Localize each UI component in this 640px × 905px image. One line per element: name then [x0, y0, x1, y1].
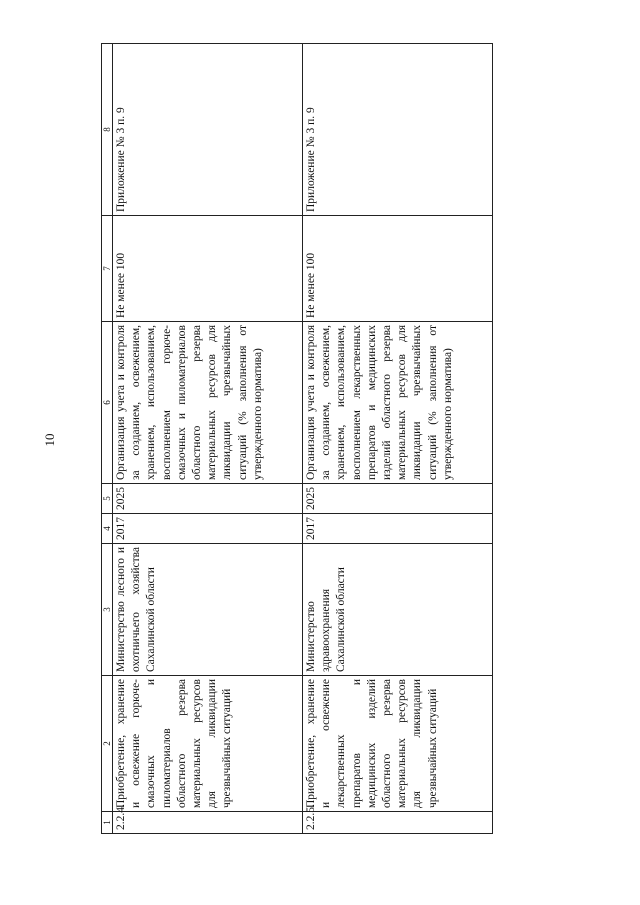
event-name: Приобретение, хранение и освежение лекарственных препаратов и медицинских изделий областного резерва материальных ресурсов для ликвидации чрезвычайных ситуаций	[303, 676, 493, 812]
row-number: 2.2.4.	[113, 812, 303, 834]
link-to-appendix: Приложение № 3 п. 9	[303, 44, 493, 216]
header-cell: 7	[102, 216, 113, 322]
header-cell: 4	[102, 514, 113, 544]
expected-result: Организация учета и контроля за созданием, освежением, хранением, использованием, восполнением лекарственных препаратов и медицинских изделий областного резерва материальных ресурсов для ликвидации чрезвычайных ситуаций (% заполнения от утвержденного норматива)	[303, 322, 493, 484]
header-cell: 8	[102, 44, 113, 216]
page-number: 10	[42, 433, 57, 447]
table-row	[113, 44, 303, 834]
indicator: Не менее 100	[113, 216, 303, 322]
link-to-appendix: Приложение № 3 п. 9	[113, 44, 303, 216]
header-cell: 3	[102, 544, 113, 676]
landscape-table-container	[101, 44, 488, 834]
header-cell: 1	[102, 812, 113, 834]
table-header-row	[102, 44, 113, 834]
indicator: Не менее 100	[303, 216, 493, 322]
program-table	[101, 43, 493, 834]
executor: Министерство лесного и охотничьего хозяйства Сахалинской области	[113, 544, 303, 676]
start-year: 2017	[113, 514, 303, 544]
row-number: 2.2.5.	[303, 812, 493, 834]
header-cell: 2	[102, 676, 113, 812]
header-cell: 5	[102, 484, 113, 514]
executor: Министерство здравоохранения Сахалинской области	[303, 544, 493, 676]
table-row	[303, 44, 493, 834]
event-name: Приобретение, хранение и освежение горюче-смазочных и пиломатериалов областного резерва материальных ресурсов для ликвидации чрезвычайных ситуаций	[113, 676, 303, 812]
end-year: 2025	[113, 484, 303, 514]
header-cell: 6	[102, 322, 113, 484]
start-year: 2017	[303, 514, 493, 544]
end-year: 2025	[303, 484, 493, 514]
expected-result: Организация учета и контроля за созданием, освежением, хранением, использованием, восполнением горюче-смазочных и пиломатериалов областного резерва материальных ресурсов для ликвидации чрезвычайных ситуаций (% заполнения от утвержденного норматива)	[113, 322, 303, 484]
